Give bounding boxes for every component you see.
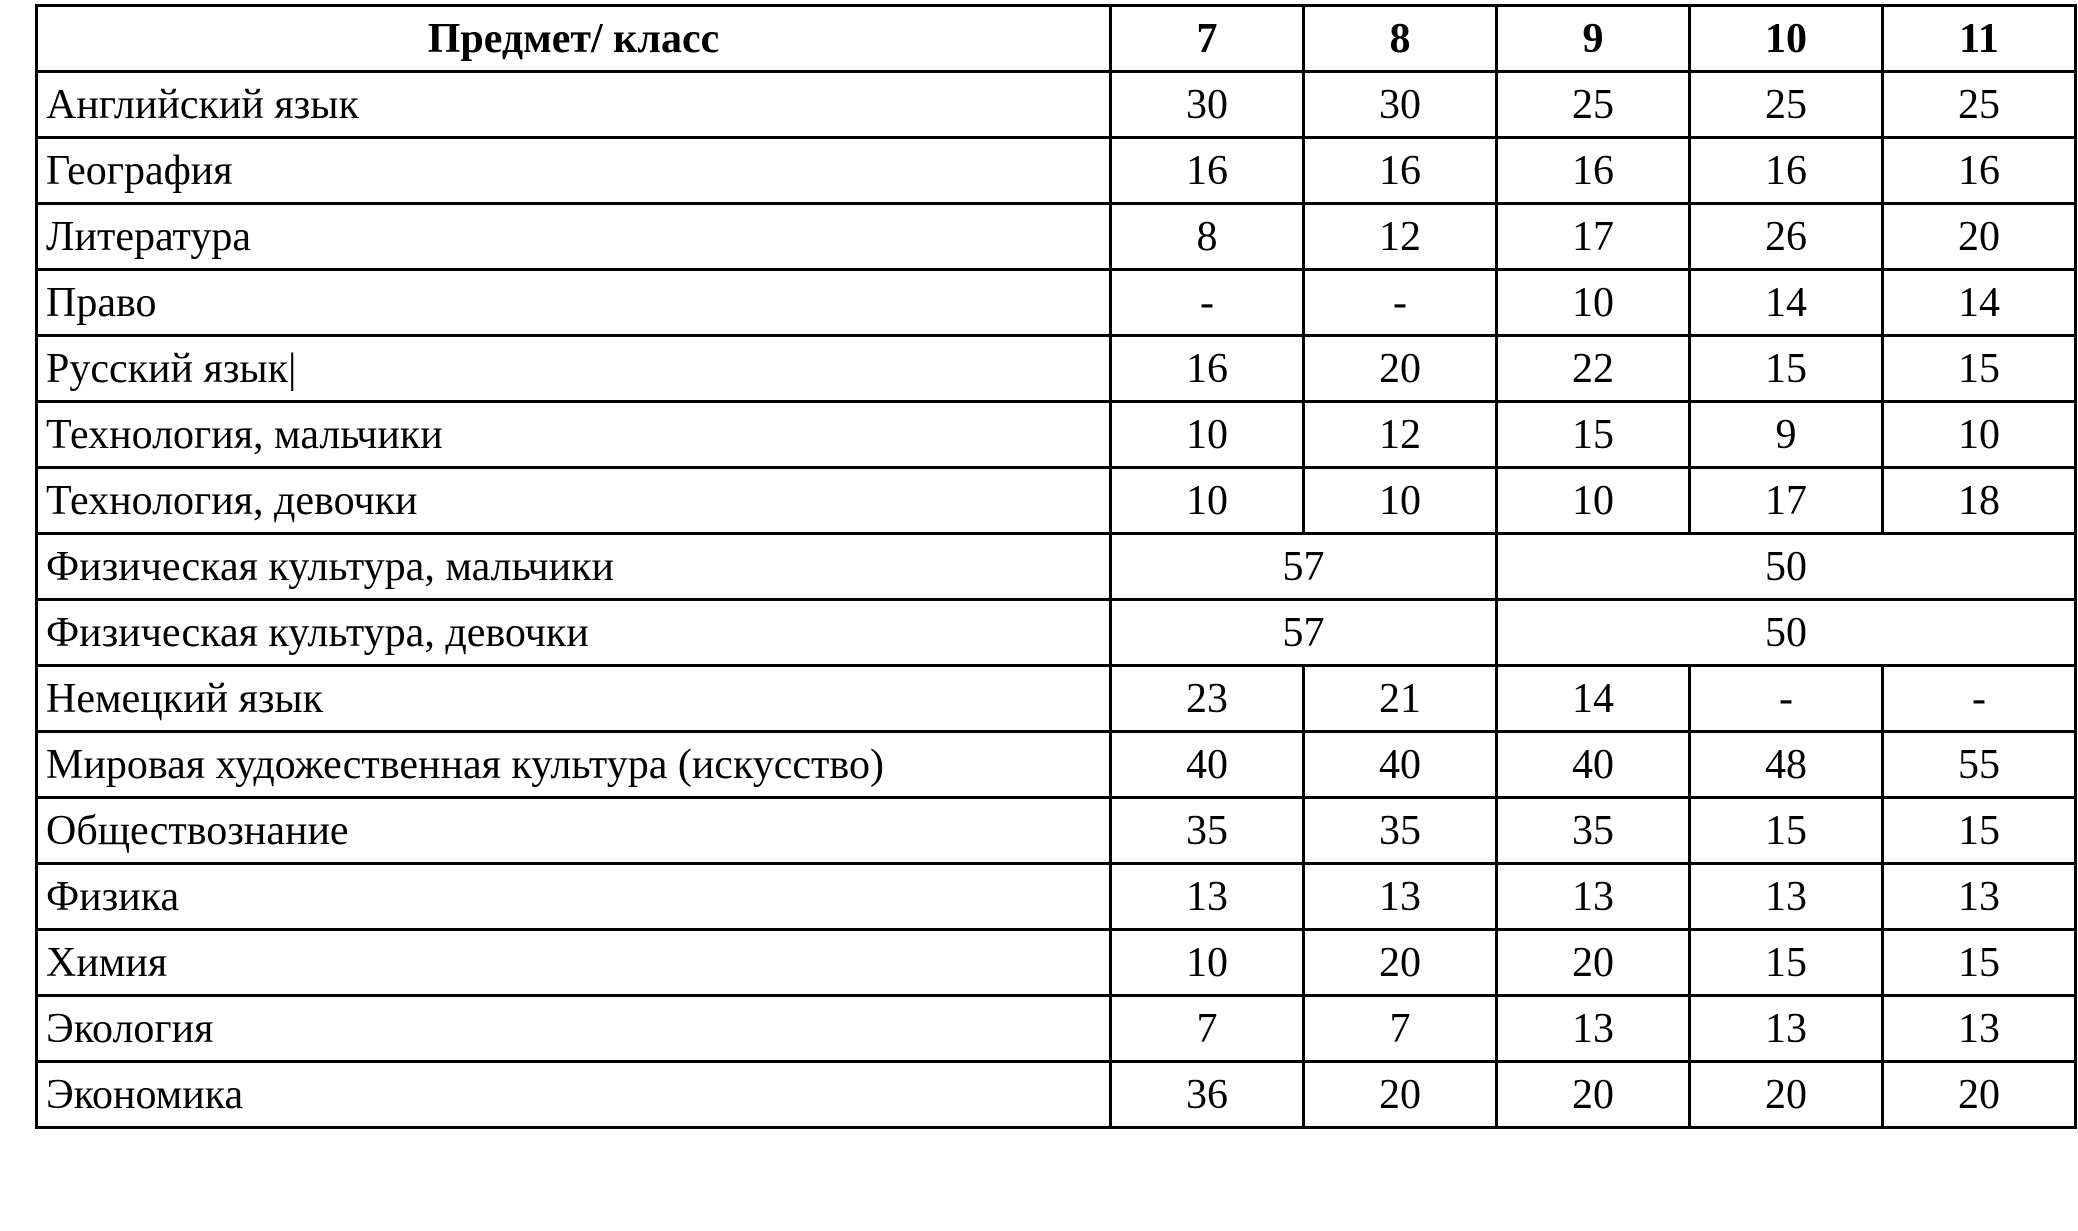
subject-cell: Мировая художественная культура (искусство) <box>37 732 1111 798</box>
value-cell: 13 <box>1497 996 1690 1062</box>
value-cell: 13 <box>1690 864 1883 930</box>
grade-table <box>35 4 2077 1129</box>
value-cell: 15 <box>1883 930 2076 996</box>
value-cell: 15 <box>1883 336 2076 402</box>
value-cell: 12 <box>1304 402 1497 468</box>
value-cell: 40 <box>1497 732 1690 798</box>
value-cell: 40 <box>1111 732 1304 798</box>
header-grade-7: 7 <box>1111 6 1304 72</box>
value-cell: 20 <box>1497 1062 1690 1128</box>
value-cell: 20 <box>1883 204 2076 270</box>
merged-value-cell-grades-9-11: 50 <box>1497 534 2076 600</box>
value-cell: 15 <box>1690 930 1883 996</box>
subject-cell: Экология <box>37 996 1111 1062</box>
merged-value-cell-grades-9-11: 50 <box>1497 600 2076 666</box>
table-row <box>37 864 2076 930</box>
table-row <box>37 534 2076 600</box>
value-cell: 10 <box>1883 402 2076 468</box>
value-cell: 10 <box>1111 930 1304 996</box>
value-cell: 21 <box>1304 666 1497 732</box>
subject-cell: Физическая культура, мальчики <box>37 534 1111 600</box>
value-cell: 14 <box>1690 270 1883 336</box>
value-cell: 16 <box>1883 138 2076 204</box>
subject-cell: География <box>37 138 1111 204</box>
value-cell: 48 <box>1690 732 1883 798</box>
header-grade-9: 9 <box>1497 6 1690 72</box>
value-cell: 14 <box>1883 270 2076 336</box>
header-subject: Предмет/ класс <box>37 6 1111 72</box>
value-cell: 23 <box>1111 666 1304 732</box>
subject-cell: Немецкий язык <box>37 666 1111 732</box>
value-cell: 12 <box>1304 204 1497 270</box>
table-row <box>37 1062 2076 1128</box>
value-cell: 40 <box>1304 732 1497 798</box>
value-cell: 20 <box>1304 1062 1497 1128</box>
value-cell: 8 <box>1111 204 1304 270</box>
merged-value-cell-grades-7-8: 57 <box>1111 600 1497 666</box>
subject-cell: Технология, девочки <box>37 468 1111 534</box>
value-cell: 16 <box>1304 138 1497 204</box>
value-cell: 14 <box>1497 666 1690 732</box>
value-cell: 35 <box>1111 798 1304 864</box>
table-row <box>37 468 2076 534</box>
table-row <box>37 600 2076 666</box>
subject-cell: Физика <box>37 864 1111 930</box>
value-cell: 13 <box>1690 996 1883 1062</box>
subject-cell: Английский язык <box>37 72 1111 138</box>
subject-cell: Литература <box>37 204 1111 270</box>
header-row <box>37 6 2076 72</box>
value-cell: 15 <box>1690 336 1883 402</box>
value-cell: 17 <box>1497 204 1690 270</box>
value-cell: - <box>1883 666 2076 732</box>
value-cell: 30 <box>1304 72 1497 138</box>
value-cell: 10 <box>1111 402 1304 468</box>
table-row <box>37 996 2076 1062</box>
value-cell: 20 <box>1690 1062 1883 1128</box>
table-row <box>37 138 2076 204</box>
header-grade-8: 8 <box>1304 6 1497 72</box>
value-cell: 26 <box>1690 204 1883 270</box>
value-cell: 16 <box>1111 138 1304 204</box>
value-cell: - <box>1111 270 1304 336</box>
header-grade-11: 11 <box>1883 6 2076 72</box>
value-cell: 7 <box>1111 996 1304 1062</box>
value-cell: 30 <box>1111 72 1304 138</box>
value-cell: 7 <box>1304 996 1497 1062</box>
value-cell: 9 <box>1690 402 1883 468</box>
value-cell: 20 <box>1304 930 1497 996</box>
table-row <box>37 270 2076 336</box>
table-row <box>37 930 2076 996</box>
value-cell: 15 <box>1497 402 1690 468</box>
value-cell: 18 <box>1883 468 2076 534</box>
value-cell: - <box>1304 270 1497 336</box>
value-cell: 17 <box>1690 468 1883 534</box>
subject-cell: Право <box>37 270 1111 336</box>
merged-value-cell-grades-7-8: 57 <box>1111 534 1497 600</box>
value-cell: 15 <box>1690 798 1883 864</box>
value-cell: 25 <box>1690 72 1883 138</box>
table-row <box>37 204 2076 270</box>
value-cell: 10 <box>1497 468 1690 534</box>
value-cell: 13 <box>1883 996 2076 1062</box>
value-cell: 10 <box>1304 468 1497 534</box>
table-row <box>37 72 2076 138</box>
value-cell: 16 <box>1111 336 1304 402</box>
value-cell: 55 <box>1883 732 2076 798</box>
value-cell: 16 <box>1690 138 1883 204</box>
table-row <box>37 336 2076 402</box>
value-cell: 10 <box>1497 270 1690 336</box>
value-cell: 36 <box>1111 1062 1304 1128</box>
value-cell: - <box>1690 666 1883 732</box>
header-grade-10: 10 <box>1690 6 1883 72</box>
subject-cell: Технология, мальчики <box>37 402 1111 468</box>
value-cell: 13 <box>1497 864 1690 930</box>
subject-cell: Русский язык| <box>37 336 1111 402</box>
value-cell: 20 <box>1304 336 1497 402</box>
value-cell: 35 <box>1304 798 1497 864</box>
table-row <box>37 798 2076 864</box>
table-row <box>37 732 2076 798</box>
subject-cell: Обществознание <box>37 798 1111 864</box>
value-cell: 15 <box>1883 798 2076 864</box>
subject-cell: Экономика <box>37 1062 1111 1128</box>
value-cell: 16 <box>1497 138 1690 204</box>
subject-cell: Физическая культура, девочки <box>37 600 1111 666</box>
value-cell: 25 <box>1497 72 1690 138</box>
value-cell: 35 <box>1497 798 1690 864</box>
subject-cell: Химия <box>37 930 1111 996</box>
value-cell: 20 <box>1497 930 1690 996</box>
value-cell: 25 <box>1883 72 2076 138</box>
value-cell: 13 <box>1111 864 1304 930</box>
value-cell: 13 <box>1883 864 2076 930</box>
value-cell: 10 <box>1111 468 1304 534</box>
value-cell: 22 <box>1497 336 1690 402</box>
table-row <box>37 402 2076 468</box>
value-cell: 20 <box>1883 1062 2076 1128</box>
value-cell: 13 <box>1304 864 1497 930</box>
table-row <box>37 666 2076 732</box>
